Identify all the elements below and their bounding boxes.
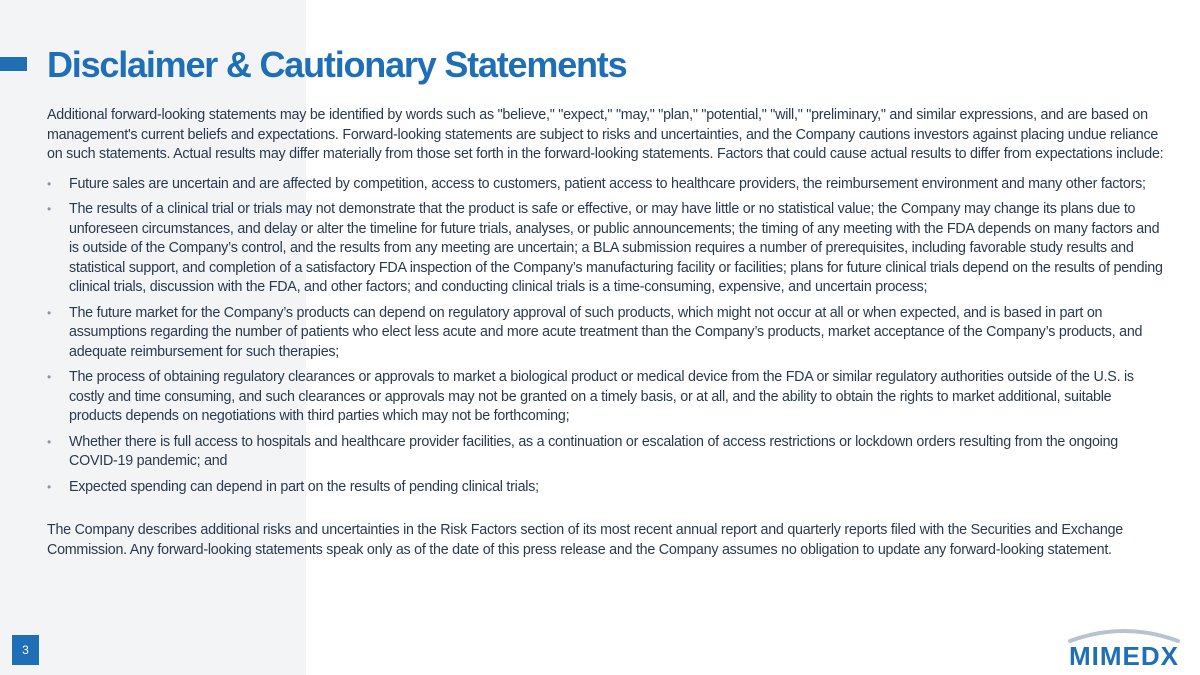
bullet-icon: • xyxy=(47,176,51,191)
risk-factor-list xyxy=(47,175,1167,498)
list-item xyxy=(47,433,1167,472)
bullet-icon: • xyxy=(47,370,51,384)
bullet-icon: • xyxy=(47,434,51,449)
intro-paragraph: Additional forward-looking statements may be identified by words such as "believe," "expect," "may," "plan," "potential," "will," "preliminary," and similar expressions, and are based on management's current beliefs and expectations. Forward-looking statements are subject to risks and uncertainties, and the Company cautions investors against placing undue reliance on such statements. Actual results may differ materially from those set forth in the forward-looking statements. Factors that could cause actual results to differ from expectations include: xyxy=(47,107,1164,162)
list-item xyxy=(47,200,1167,298)
page-title: Disclaimer & Cautionary Statements xyxy=(47,44,627,85)
list-item-text: Future sales are uncertain and are affected by competition, access to customers, patient access to healthcare providers, the reimbursement environment and many other factors; xyxy=(69,175,1146,192)
mimedx-logo xyxy=(1062,625,1186,671)
closing-paragraph: The Company describes additional risks and uncertainties in the Risk Factors section of its most recent annual report and quarterly reports filed with the Securities and Exchange Commission. Any forward-looking statements speak only as of the date of this press release and the Company assumes no obligation to update any forward-looking statement. xyxy=(47,522,1123,558)
list-item xyxy=(47,368,1167,427)
title-accent-bar xyxy=(0,57,27,71)
list-item-text: The future market for the Company’s products can depend on regulatory approval of such products, which might not occur at all or when expected, and is based in part on assumptions regarding the number of patients who elect less acute and more acute treatment than the Company’s products, market acceptance of the Company’s products, and adequate reimbursement for such therapies; xyxy=(69,304,1143,360)
page-number: 3 xyxy=(12,635,39,665)
bullet-icon: • xyxy=(47,479,51,494)
list-item-text: The process of obtaining regulatory clearances or approvals to market a biological product or medical device from the FDA or similar regulatory authorities outside of the U.S. is costly and time consuming, and such clearances or approvals may not be granted on a timely basis, or at all, and the ability to obtain the rights to market additional, suitable products depends on negotiations with third parties which may not be forthcoming; xyxy=(69,369,1134,424)
bullet-icon: • xyxy=(47,305,51,320)
list-item xyxy=(47,175,1167,195)
list-item-text: Whether there is full access to hospitals and healthcare provider facilities, as a continuation or escalation of access restrictions or lockdown orders resulting from the ongoing COVID-19 pandemic; and xyxy=(69,433,1118,469)
list-item-text: The results of a clinical trial or trials may not demonstrate that the product is safe or effective, or may have little or no statistical value; the Company may change its plans due to unforeseen circumstances, and delay or alter the timeline for future trials, analyses, or public announcements; the timing of any meeting with the FDA depends on many factors and is outside of the Company’s control, and the results from any meeting are uncertain; a BLA submission requires a number of prerequisites, including favorable study results and statistical support, and completion of a satisfactory FDA inspection of the Company’s manufacturing facility or facilities; plans for future clinical trials depend on the results of pending clinical trials, discussion with the FDA, and other factors; and conducting clinical trials is a time-consuming, expensive, and uncertain process; xyxy=(69,201,1163,295)
list-item xyxy=(47,478,1167,498)
bullet-icon: • xyxy=(47,202,51,216)
slide-content xyxy=(47,106,1167,560)
logo-wordmark: MIMEDX xyxy=(1069,641,1179,671)
list-item-text: Expected spending can depend in part on the results of pending clinical trials; xyxy=(69,478,539,495)
list-item xyxy=(47,304,1167,363)
